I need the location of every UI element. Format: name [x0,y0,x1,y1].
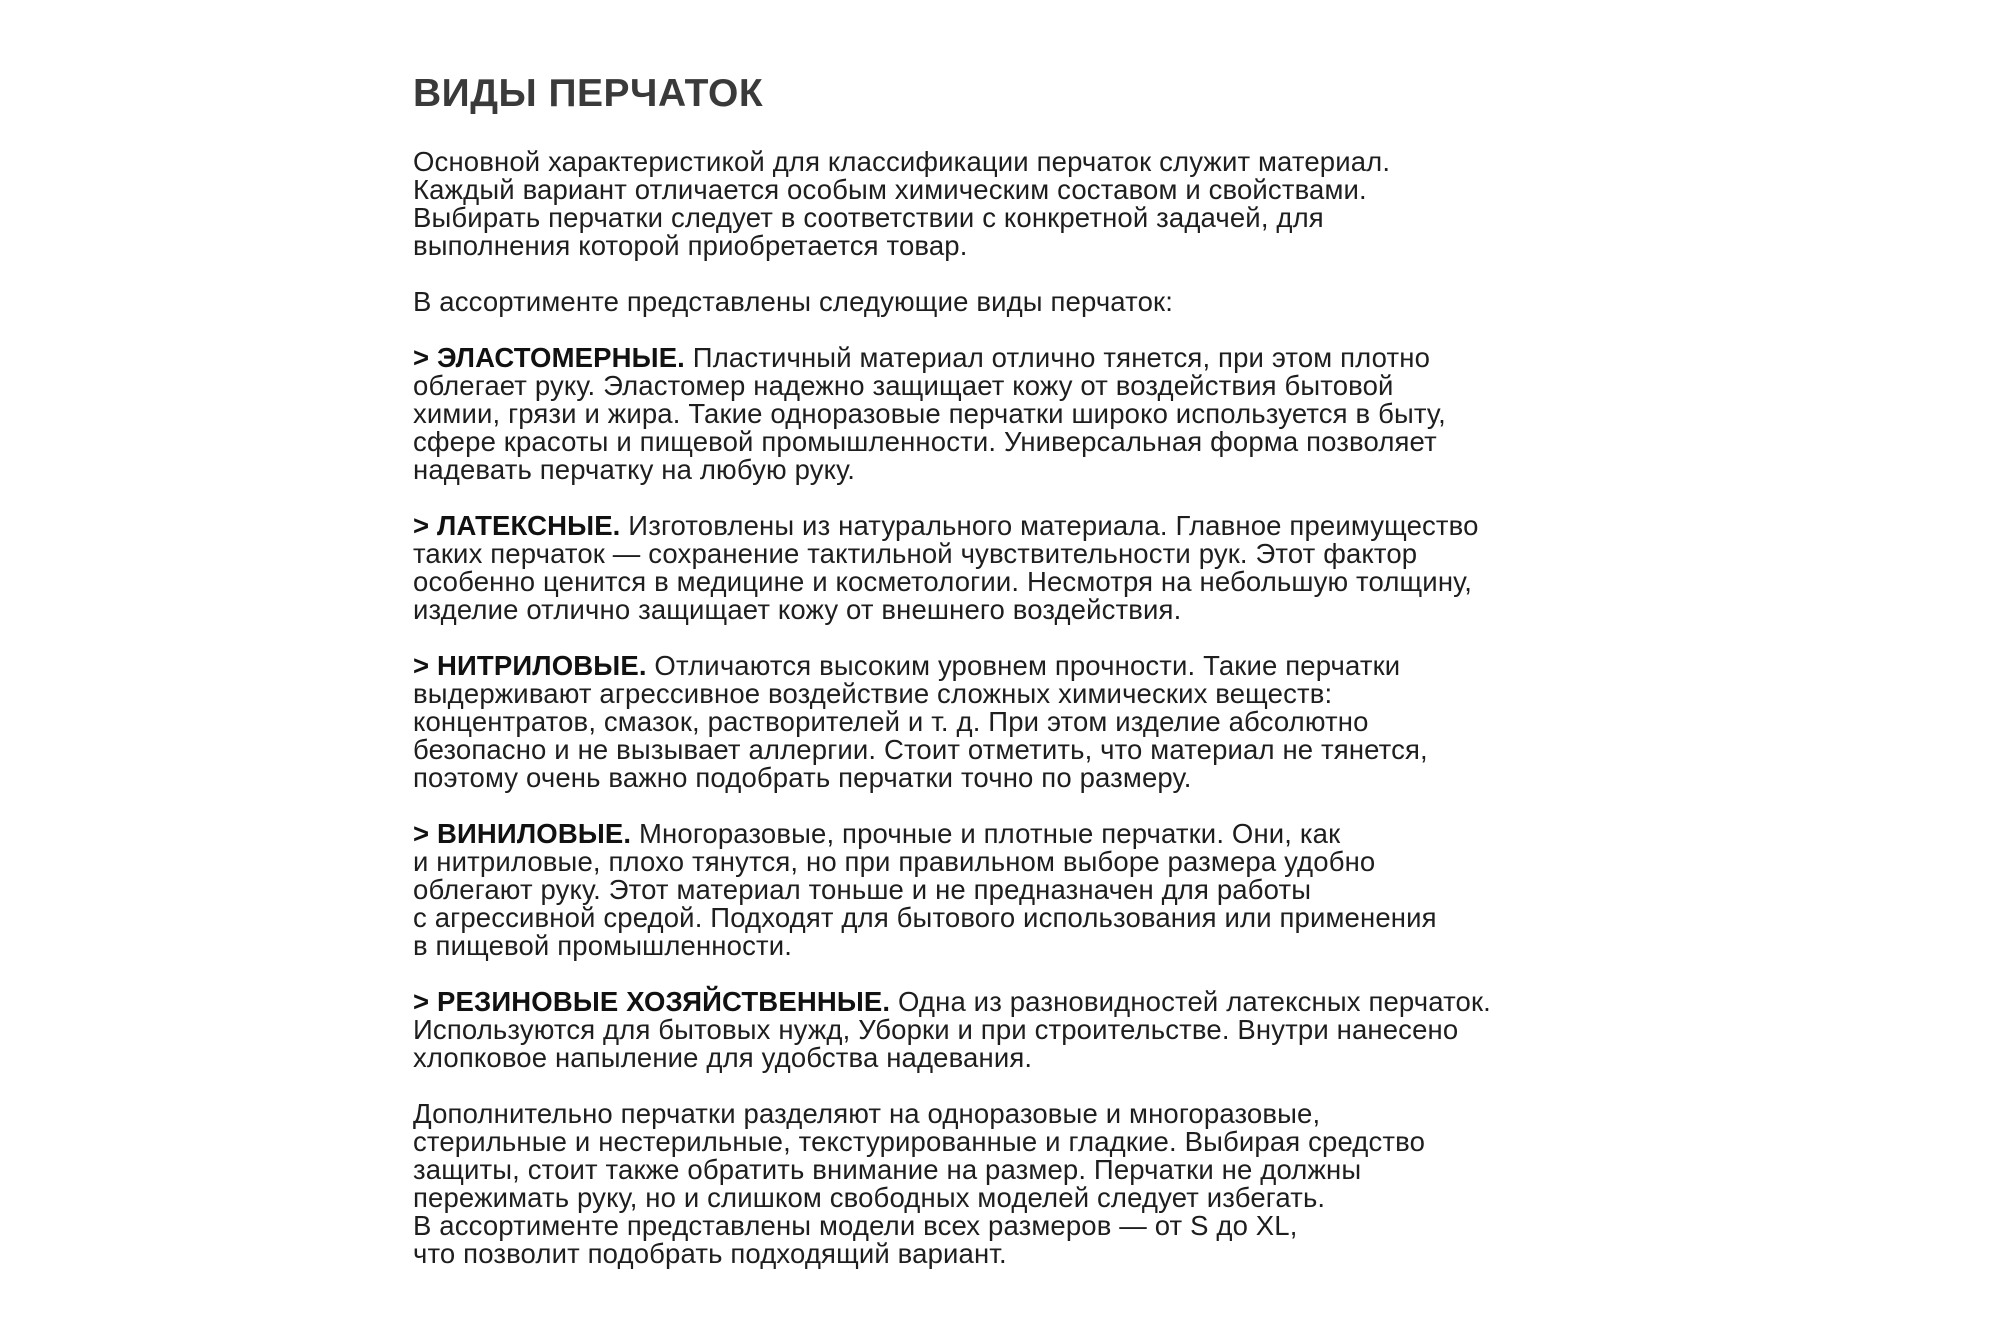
intro-line: Каждый вариант отличается особым химическим составом и свойствами. [413,174,1367,205]
type-first-line [413,512,1663,540]
outro-line: стерильные и нестерильные, текстурированные и гладкие. Выбирая средство [413,1126,1426,1157]
intro-line: Выбирать перчатки следует в соответствии с конкретной задачей, для [413,202,1324,233]
type-term: > РЕЗИНОВЫЕ ХОЗЯЙСТВЕННЫЕ. [413,986,891,1017]
type-desc-start: Отличаются высоким уровнем прочности. Такие перчатки [646,650,1401,681]
intro-line: выполнения которой приобретается товар. [413,230,968,261]
type-desc-start: Изготовлены из натурального материала. Главное преимущество [620,510,1479,541]
type-desc-line: химии, грязи и жира. Такие одноразовые перчатки широко используется в быту, [413,398,1446,429]
type-desc-line: изделие отлично защищает кожу от внешнего воздействия. [413,594,1182,625]
type-term: > НИТРИЛОВЫЕ. [413,650,647,681]
type-desc-line: в пищевой промышленности. [413,930,793,961]
type-desc-line: таких перчаток — сохранение тактильной чувствительности рук. Этот фактор [413,538,1418,569]
type-rubber-household [413,988,1663,1072]
type-vinyl [413,820,1663,960]
type-desc-line: безопасно и не вызывает аллергии. Стоит отметить, что материал не тянется, [413,734,1428,765]
type-latex [413,512,1663,624]
type-first-line [413,820,1663,848]
outro-line: В ассортименте представлены модели всех размеров — от S до XL, [413,1210,1298,1241]
type-desc-start: Пластичный материал отлично тянется, при этом плотно [684,342,1431,373]
page-title: ВИДЫ ПЕРЧАТОК [413,72,764,115]
type-desc-line: Используются для бытовых нужд, Уборки и при строительстве. Внутри нанесено [413,1014,1459,1045]
type-desc-line: облегает руку. Эластомер надежно защищает кожу от воздействия бытовой [413,370,1394,401]
type-nitrile [413,652,1663,792]
document [413,62,1663,1268]
type-desc-line: выдерживают агрессивное воздействие сложных химических веществ: [413,678,1333,709]
type-desc-line: поэтому очень важно подобрать перчатки точно по размеру. [413,762,1192,793]
outro-paragraph [413,1100,1663,1268]
type-desc-start: Многоразовые, прочные и плотные перчатки. Они, как [631,818,1341,849]
type-term: > ВИНИЛОВЫЕ. [413,818,632,849]
type-desc-line: сфере красоты и пищевой промышленности. Универсальная форма позволяет [413,426,1437,457]
outro-line: Дополнительно перчатки разделяют на одноразовые и многоразовые, [413,1098,1321,1129]
type-desc-line: и нитриловые, плохо тянутся, но при правильном выборе размера удобно [413,846,1376,877]
intro-line: Основной характеристикой для классификации перчаток служит материал. [413,146,1391,177]
type-first-line [413,652,1663,680]
type-desc-line: концентратов, смазок, растворителей и т. д. При этом изделие абсолютно [413,706,1369,737]
outro-line: что позволит подобрать подходящий вариант. [413,1238,1007,1269]
list-intro-paragraph [413,288,1663,316]
type-desc-line: надевать перчатку на любую руку. [413,454,856,485]
outro-line: защиты, стоит также обратить внимание на размер. Перчатки не должны [413,1154,1362,1185]
type-term: > ЭЛАСТОМЕРНЫЕ. [413,342,685,373]
type-desc-line: особенно ценится в медицине и косметологии. Несмотря на небольшую толщину, [413,566,1473,597]
type-first-line [413,344,1663,372]
type-desc-line: облегают руку. Этот материал тоньше и не предназначен для работы [413,874,1312,905]
type-desc-line: хлопковое напыление для удобства надевания. [413,1042,1033,1073]
type-term: > ЛАТЕКСНЫЕ. [413,510,621,541]
type-first-line [413,988,1663,1016]
intro-paragraph [413,148,1663,260]
type-elastomer [413,344,1663,484]
type-desc-line: с агрессивной средой. Подходят для бытового использования или применения [413,902,1437,933]
type-desc-start: Одна из разновидностей латексных перчаток. [890,986,1491,1017]
outro-line: пережимать руку, но и слишком свободных моделей следует избегать. [413,1182,1326,1213]
list-intro-line: В ассортименте представлены следующие виды перчаток: [413,286,1173,317]
